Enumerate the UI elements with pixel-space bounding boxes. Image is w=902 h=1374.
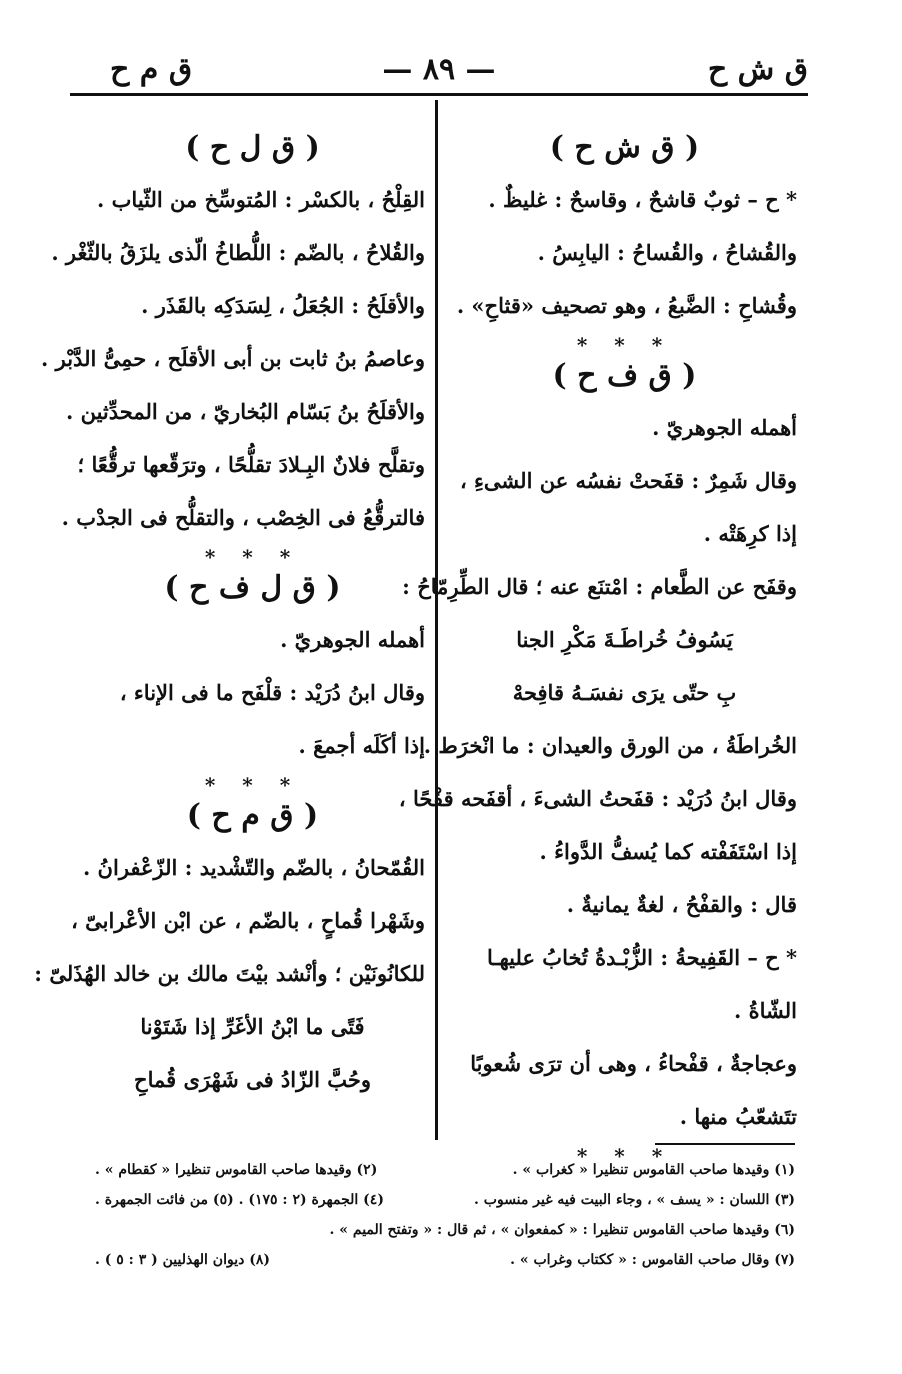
section-separator: * * * [204, 545, 301, 569]
text-line: إذا اسْتَفَفْته كما يُسفُّ الدَّواءُ . [539, 839, 797, 864]
footnote: (٣) اللسان : « يسف » ، وجاء البيت فيه غير منسوب . [474, 1192, 795, 1208]
verse-line: بِ حتّى يرَى نفسَـهُ قافِحهْ [512, 680, 737, 705]
footnote-row [95, 1155, 795, 1185]
text-line: إذا كرِهَتْه . [703, 521, 797, 546]
footnote: (٨) ديوان الهذليين ( ٣ : ٥ ) . [95, 1252, 270, 1268]
text-line: القُمّحانُ ، بالضّم والتّشْديد : الزّعْفرانُ . [82, 855, 425, 880]
text-line: الخُراطَةُ ، من الورق والعيدان : ما انْخرَط . [423, 733, 797, 758]
text-line: وشَهْرا قُماحٍ ، بالضّم ، عن ابْن الأعْرابىّ ، [71, 908, 425, 933]
text-line: وقال ابنُ دُرَيْد : قفَحتُ الشىءَ ، أقفَحه قفْحًا ، [398, 786, 797, 811]
footnote-row [95, 1185, 795, 1215]
verse-line: فَتًى ما ابْنُ الأغَرِّ إذا شَتَوْنا [140, 1014, 365, 1039]
text-line: أهمله الجوهريّ . [280, 627, 425, 652]
text-line: وقفَح عن الطَّعام : امْتنَع عنه ؛ قال الطِّرِمّاحُ : [402, 574, 797, 599]
footnote: (٧) وقال صاحب القاموس : « ككتاب وغراب » . [510, 1252, 795, 1268]
footnote: (٦) وقيدها صاحب القاموس تنظيرا : « كمفعوان » ، ثم قال : « وتفتح الميم » . [329, 1222, 795, 1238]
section-heading: ( ق ل ح ) [185, 130, 320, 165]
text-line: * ح – القَفِيحةُ : الزُّبْـدةُ تُخابُ عليهـا [486, 945, 797, 970]
text-line: قال : والقفْحُ ، لغةٌ يمانيةٌ . [566, 892, 797, 917]
footnote-rule [655, 1143, 795, 1145]
section-heading: ( ق ل ف ح ) [164, 570, 341, 605]
text-line: إذا أكَلَه أجمعَ . [298, 733, 425, 758]
text-line: والأقلَحُ بنُ بَسّام البُخاريّ ، من المحدِّثين . [65, 399, 425, 424]
text-line: والقُشاحُ ، والقُساحُ : اليابِسُ . [537, 240, 797, 265]
section-separator: * * * [576, 333, 673, 357]
section-heading: ( ق ف ح ) [552, 358, 697, 393]
text-line: وعاصمُ بنُ ثابت بن أبى الأقلَح ، حمِىُّ الدَّبْر . [41, 346, 425, 371]
header-root-left: ق م ح [110, 52, 193, 87]
text-line: القِلْحُ ، بالكسْر : المُتوسِّخ من الثّياب . [97, 187, 425, 212]
text-line: أهمله الجوهريّ . [652, 415, 797, 440]
section-separator: * * * [204, 773, 301, 797]
footnotes [95, 1155, 795, 1275]
text-line: وعجاجةٌ ، قفْحاءُ ، وهى أن ترَى شُعوبًا [470, 1051, 797, 1076]
section-heading: ( ق م ح ) [186, 798, 319, 833]
header-root-right: ق ش ح [707, 52, 808, 87]
verse-line: يَسُوفُ خُراطَـةَ مَكْرِ الجنا [516, 627, 733, 652]
footnote-row [95, 1215, 795, 1245]
right-column [398, 130, 797, 1169]
text-line: والقُلاحُ ، بالضّم : اللُّطاخُ الّذى يلزَقُ بالثّغْر . [51, 240, 425, 265]
text-line: تتَشعّبُ منها . [679, 1104, 797, 1129]
footnote: (٤) الجمهرة (٢ : ١٧٥) . (٥) من فائت الجمهرة . [95, 1192, 384, 1208]
page-header [70, 52, 808, 92]
text-line: وقال ابنُ دُرَيْد : قلْفَح ما فى الإناء ، [119, 680, 425, 705]
footnote-row [95, 1245, 795, 1275]
section-heading: ( ق ش ح ) [549, 130, 700, 165]
verse-line: وحُبَّ الزّادُ فى شَهْرَى قُماحِ [134, 1067, 371, 1092]
text-line: الشّاةُ . [734, 998, 797, 1023]
text-line: وتقلَّح فلانٌ البِـلادَ تقلُّحًا ، وترَقّعها ترقُّعًا ؛ [77, 452, 425, 477]
text-line: فالترقُّعُ فى الخِصْب ، والتقلُّح فى الجدْب . [61, 505, 425, 530]
text-line: والأقلَحُ : الجُعَلُ ، لِسَدَكِه بالقَذَر . [141, 293, 425, 318]
footnote: (٢) وقيدها صاحب القاموس تنظيرا « كقطام » . [95, 1162, 378, 1178]
column-divider [435, 100, 438, 1140]
section-separator: * * * [576, 1144, 673, 1168]
header-rule [70, 93, 808, 96]
text-line: وقال شَمِرٌ : قفَحتْ نفسُه عن الشىءِ ، [459, 468, 797, 493]
text-line: للكانُونَيْن ؛ وأنْشد بيْتَ مالك بن خالد الهُذَلىّ : [34, 961, 425, 986]
text-line: وقُشاحِ : الضَّبعُ ، وهو تصحيف «قثاحِ» . [456, 293, 797, 318]
page-number: — ٨٩ — [382, 52, 496, 87]
text-line: * ح – ثوبٌ قاشحٌ ، وقاسحٌ : غليظٌ . [488, 187, 797, 212]
footnote: (١) وقيدها صاحب القاموس تنظيرا « كغراب » . [512, 1162, 795, 1178]
left-column [34, 130, 425, 1106]
